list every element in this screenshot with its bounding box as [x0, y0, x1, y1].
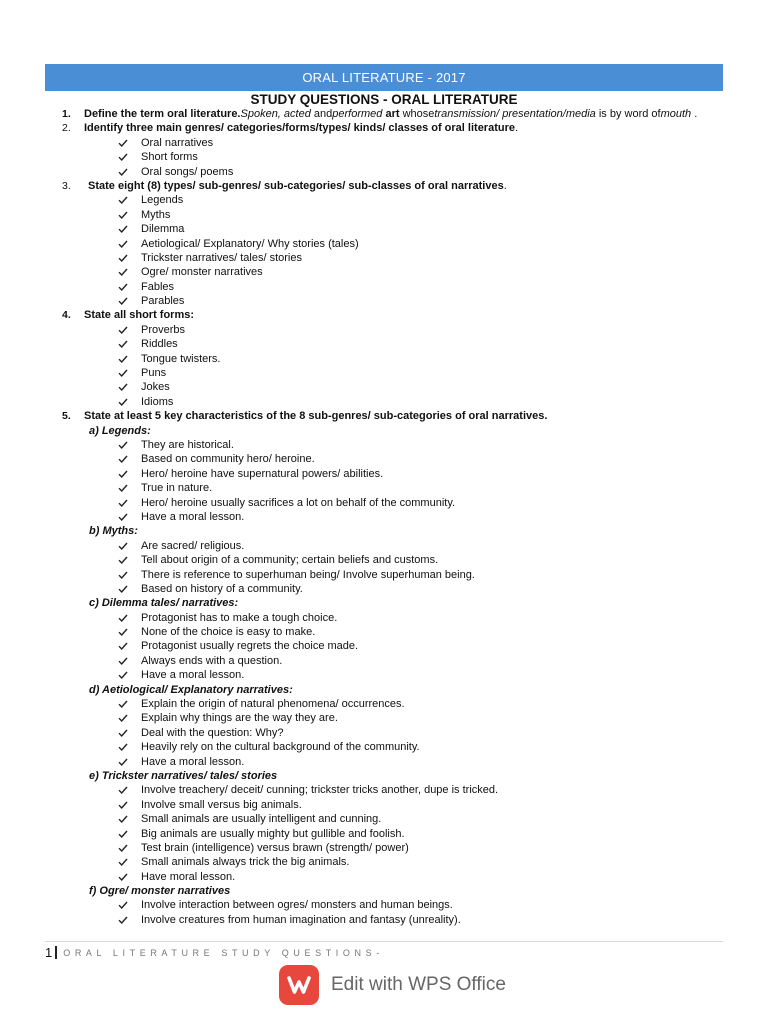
checkmark-icon	[117, 251, 129, 265]
list-item	[0, 611, 768, 625]
checkmark-icon	[117, 352, 129, 366]
footer-divider	[45, 941, 723, 942]
subheading-row	[0, 424, 768, 438]
list-item	[0, 237, 768, 251]
list-item	[0, 841, 768, 855]
list-item	[0, 625, 768, 639]
list-item	[0, 438, 768, 452]
question-row	[0, 121, 768, 135]
question-text-part: Spoken, acted	[240, 108, 314, 120]
question-text	[84, 308, 194, 322]
list-item	[0, 323, 768, 337]
list-item	[0, 510, 768, 524]
question-number: 1.	[62, 108, 71, 120]
subheading-row	[0, 683, 768, 697]
checkmark-icon	[117, 755, 129, 769]
list-item	[0, 452, 768, 466]
checkmark-icon	[117, 438, 129, 452]
subheading-row	[0, 596, 768, 610]
list-item-text: Deal with the question: Why?	[141, 726, 284, 739]
question-text-part: .	[515, 122, 519, 135]
checkmark-icon	[117, 668, 129, 682]
list-item	[0, 222, 768, 236]
list-item	[0, 740, 768, 754]
checkmark-icon	[117, 452, 129, 466]
list-item-text: Oral narratives	[141, 136, 214, 149]
question-text-part: Define the term oral literature.	[84, 108, 241, 120]
checkmark-icon	[117, 380, 129, 394]
list-item	[0, 568, 768, 582]
question-text-part: whose	[399, 108, 435, 120]
list-item-text: Protagonist has to make a tough choice.	[141, 611, 338, 624]
list-item-text: Hero/ heroine have supernatural powers/ abilities.	[141, 467, 384, 480]
list-item	[0, 783, 768, 797]
list-item	[0, 496, 768, 510]
list-item-text: They are historical.	[141, 438, 234, 451]
list-item-text: True in nature.	[141, 482, 213, 495]
list-item-text: Have moral lesson.	[141, 870, 236, 883]
checkmark-icon	[117, 827, 129, 841]
list-item	[0, 913, 768, 927]
checkmark-icon	[117, 625, 129, 639]
checkmark-icon	[117, 496, 129, 510]
list-item	[0, 539, 768, 553]
checkmark-icon	[117, 568, 129, 582]
list-item-text: Dilemma	[141, 223, 185, 236]
list-item	[0, 136, 768, 150]
list-item-text: Hero/ heroine usually sacrifices a lot on behalf of the community.	[141, 496, 456, 509]
document-title: STUDY QUESTIONS - ORAL LITERATURE	[250, 92, 518, 107]
list-item-text: Small animals always trick the big animals.	[141, 856, 350, 869]
question-text	[84, 409, 547, 423]
list-item-text: Short forms	[141, 151, 198, 164]
list-item	[0, 395, 768, 409]
checkmark-icon	[117, 323, 129, 337]
list-item-text: Based on community hero/ heroine.	[141, 453, 315, 466]
list-item	[0, 150, 768, 164]
list-item-text: Have a moral lesson.	[141, 669, 245, 682]
footer-text: ORAL LITERATURE STUDY QUESTIONS-	[63, 947, 384, 958]
list-item-text: Jokes	[141, 381, 170, 394]
list-item	[0, 697, 768, 711]
list-item-text: Riddles	[141, 338, 178, 351]
wps-logo-icon	[279, 965, 319, 1005]
question-text-part: art	[385, 108, 400, 120]
checkmark-icon	[117, 726, 129, 740]
question-text-part: State all short forms:	[84, 309, 195, 322]
checkmark-icon	[117, 639, 129, 653]
list-item	[0, 582, 768, 596]
question-text-part: performed	[332, 108, 386, 120]
list-item	[0, 711, 768, 725]
question-text-part: is by word of	[598, 108, 661, 120]
list-item-text: Explain why things are the way they are.	[141, 712, 338, 725]
subheading-text: a) Legends:	[89, 424, 151, 437]
checkmark-icon	[117, 913, 129, 927]
checkmark-icon	[117, 812, 129, 826]
list-item	[0, 755, 768, 769]
question-text-part: Identify three main genres/ categories/forms/types/ kinds/ classes of oral literature	[84, 122, 515, 135]
list-item	[0, 467, 768, 481]
question-text	[84, 107, 697, 121]
subheading-text: f) Ogre/ monster narratives	[89, 885, 231, 898]
checkmark-icon	[117, 467, 129, 481]
list-item-text: Small animals are usually intelligent and cunning.	[141, 813, 382, 826]
list-item	[0, 812, 768, 826]
list-item-text: Oral songs/ poems	[141, 165, 234, 178]
list-item-text: Involve interaction between ogres/ monsters and human beings.	[141, 899, 453, 912]
subheading-row	[0, 884, 768, 898]
header-banner: ORAL LITERATURE - 2017	[45, 64, 723, 91]
footer-separator	[55, 946, 57, 959]
subheading-text: b) Myths:	[89, 525, 138, 538]
list-item-text: Involve treachery/ deceit/ cunning; trickster tricks another, dupe is tricked.	[141, 784, 499, 797]
checkmark-icon	[117, 366, 129, 380]
checkmark-icon	[117, 136, 129, 150]
checkmark-icon	[117, 582, 129, 596]
checkmark-icon	[117, 222, 129, 236]
subheading-row	[0, 769, 768, 783]
list-item	[0, 294, 768, 308]
checkmark-icon	[117, 798, 129, 812]
question-row	[0, 107, 768, 121]
list-item	[0, 208, 768, 222]
list-item-text: Ogre/ monster narratives	[141, 266, 263, 279]
checkmark-icon	[117, 193, 129, 207]
question-text-part: .	[691, 108, 698, 120]
list-item-text: Are sacred/ religious.	[141, 539, 245, 552]
list-item-text: Have a moral lesson.	[141, 510, 245, 523]
list-item-text: Explain the origin of natural phenomena/ occurrences.	[141, 698, 405, 711]
list-item-text: Fables	[141, 280, 175, 293]
list-item-text: Idioms	[141, 395, 174, 408]
checkmark-icon	[117, 611, 129, 625]
list-item-text: Protagonist usually regrets the choice made.	[141, 640, 359, 653]
list-item	[0, 898, 768, 912]
list-item	[0, 827, 768, 841]
wps-edit-button[interactable]	[279, 965, 506, 1005]
checkmark-icon	[117, 294, 129, 308]
checkmark-icon	[117, 539, 129, 553]
checkmark-icon	[117, 208, 129, 222]
checkmark-icon	[117, 855, 129, 869]
list-item-text: Tongue twisters.	[141, 352, 221, 365]
question-number: 3.	[62, 179, 71, 192]
question-text-part: transmission/ presentation/media	[434, 108, 599, 120]
checkmark-icon	[117, 280, 129, 294]
page-number: 1	[45, 945, 53, 960]
checkmark-icon	[117, 237, 129, 251]
list-item	[0, 798, 768, 812]
checkmark-icon	[117, 337, 129, 351]
question-text	[84, 121, 518, 135]
list-item-text: Involve small versus big animals.	[141, 798, 302, 811]
list-item-text: Heavily rely on the cultural background of the community.	[141, 741, 420, 754]
list-item	[0, 654, 768, 668]
question-text-part: and	[313, 108, 333, 120]
checkmark-icon	[117, 481, 129, 495]
checkmark-icon	[117, 395, 129, 409]
subheading-text: c) Dilemma tales/ narratives:	[89, 597, 239, 610]
question-text-part: State eight (8) types/ sub-genres/ sub-categories/ sub-classes of oral narratives	[88, 179, 504, 192]
list-item	[0, 251, 768, 265]
list-item	[0, 366, 768, 380]
question-text	[88, 179, 507, 193]
subheading-text: e) Trickster narratives/ tales/ stories	[89, 769, 278, 782]
list-item	[0, 352, 768, 366]
list-item	[0, 553, 768, 567]
list-item-text: Puns	[141, 367, 167, 380]
checkmark-icon	[117, 783, 129, 797]
list-item	[0, 165, 768, 179]
list-item	[0, 726, 768, 740]
list-item	[0, 337, 768, 351]
checkmark-icon	[117, 870, 129, 884]
list-item-text: Test brain (intelligence) versus brawn (strength/ power)	[141, 841, 409, 854]
list-item	[0, 265, 768, 279]
subheading-row	[0, 524, 768, 538]
list-item	[0, 280, 768, 294]
question-number: 4.	[62, 309, 71, 322]
list-item-text: Always ends with a question.	[141, 654, 283, 667]
question-row	[0, 308, 768, 322]
list-item	[0, 855, 768, 869]
checkmark-icon	[117, 841, 129, 855]
list-item	[0, 870, 768, 884]
list-item-text: There is reference to superhuman being/ Involve superhuman being.	[141, 568, 475, 581]
checkmark-icon	[117, 510, 129, 524]
list-item-text: Tell about origin of a community; certain beliefs and customs.	[141, 554, 439, 567]
question-text-part: State at least 5 key characteristics of the 8 sub-genres/ sub-categories of oral narratives.	[84, 410, 548, 423]
list-item-text: Aetiological/ Explanatory/ Why stories (tales)	[141, 237, 359, 250]
document-body	[0, 107, 768, 927]
checkmark-icon	[117, 150, 129, 164]
list-item-text: Proverbs	[141, 323, 186, 336]
page-footer	[45, 945, 384, 960]
question-text-part: mouth	[660, 108, 692, 120]
checkmark-icon	[117, 553, 129, 567]
checkmark-icon	[117, 654, 129, 668]
question-number: 2.	[62, 122, 71, 135]
checkmark-icon	[117, 165, 129, 179]
list-item-text: Myths	[141, 208, 171, 221]
list-item	[0, 380, 768, 394]
question-number: 5.	[62, 410, 71, 423]
wps-edit-label: Edit with WPS Office	[331, 974, 506, 995]
list-item-text: Have a moral lesson.	[141, 755, 245, 768]
list-item-text: Legends	[141, 194, 184, 207]
list-item-text: Parables	[141, 295, 185, 308]
checkmark-icon	[117, 740, 129, 754]
list-item-text: Big animals are usually mighty but gullible and foolish.	[141, 827, 405, 840]
list-item	[0, 668, 768, 682]
question-text-part: .	[503, 179, 507, 192]
subheading-text: d) Aetiological/ Explanatory narratives:	[89, 683, 293, 696]
list-item-text: None of the choice is easy to make.	[141, 626, 316, 639]
list-item-text: Trickster narratives/ tales/ stories	[141, 251, 302, 264]
list-item	[0, 193, 768, 207]
list-item-text: Based on history of a community.	[141, 582, 303, 595]
checkmark-icon	[117, 265, 129, 279]
question-row	[0, 409, 768, 423]
list-item	[0, 481, 768, 495]
question-row	[0, 179, 768, 193]
checkmark-icon	[117, 711, 129, 725]
checkmark-icon	[117, 898, 129, 912]
list-item-text: Involve creatures from human imagination and fantasy (unreality).	[141, 913, 461, 926]
list-item	[0, 639, 768, 653]
checkmark-icon	[117, 697, 129, 711]
